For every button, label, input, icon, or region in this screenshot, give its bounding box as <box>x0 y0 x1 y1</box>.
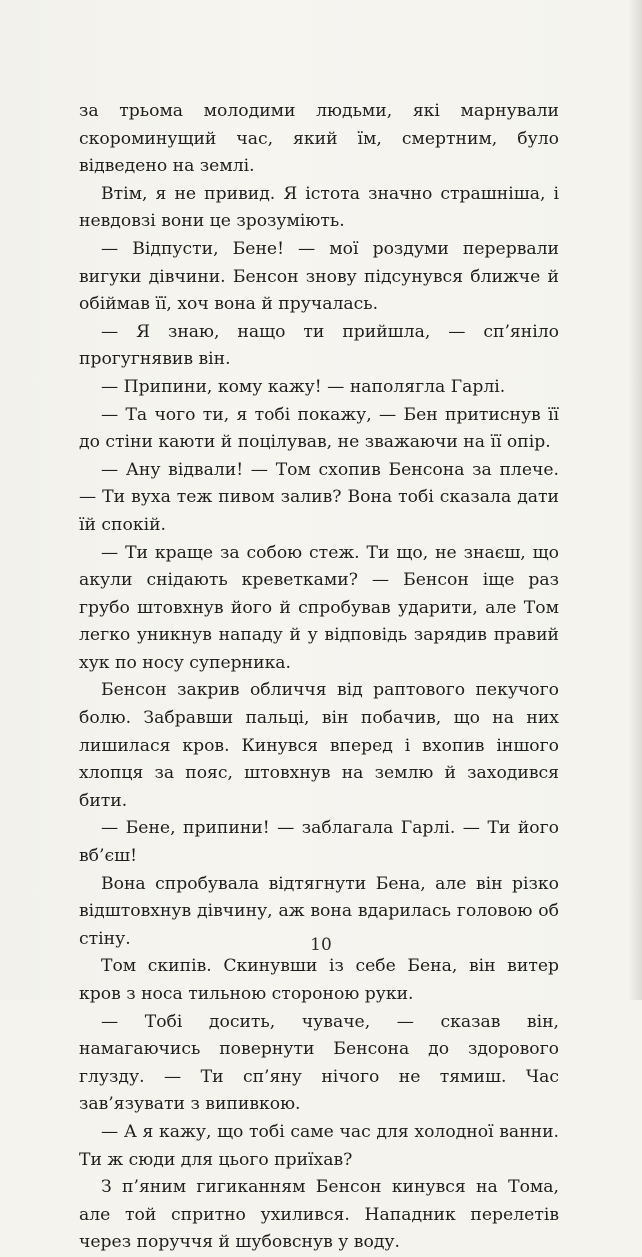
paragraph: — А я кажу, що тобі саме час для холодної ванни. Ти ж сюди для цього приїхав? <box>79 1121 559 1170</box>
paragraph: за трьома молодими людьми, які марнували скороминущий час, який їм, смертним, було відведено на землі. <box>79 101 559 177</box>
paragraph: Втім, я не привид. Я істота значно страшніша, і невдовзі вони це зрозуміють. <box>79 183 559 232</box>
paragraph: З п’яним гигиканням Бенсон кинувся на Тома, але той спритно ухилився. Нападник перелетів через поруччя й шубовснув у воду. <box>79 1177 559 1253</box>
paragraph: — Відпусти, Бене! — мої роздуми перервали вигуки дівчини. Бенсон знову підсунувся ближче й обіймав її, хоч вона й пручалась. <box>79 238 559 315</box>
paragraph: — Тобі досить, чуваче, — сказав він, намагаючись повернути Бенсона до здорового глузду. — Ти сп’яну нічого не тямиш. Час зав’язувати з випивкою. <box>79 1011 559 1115</box>
paragraph: Бенсон закрив обличчя від раптового пекучого болю. Забравши пальці, він побачив, що на них лишилася кров. Кинувся вперед і вхопив іншого хлопця за пояс, штовхнув на землю й заходився бити. <box>79 680 559 811</box>
paragraph: — Я знаю, нащо ти прийшла, — сп’яніло прогугнявив він. <box>79 321 559 370</box>
paragraph: — Ану відвали! — Том схопив Бенсона за плече. — Ти вуха теж пивом залив? Вона тобі сказала дати їй спокій. <box>79 459 559 535</box>
paragraph: Вона спробувала відтягнути Бена, але він різко відштовхнув дівчину, аж вона вдарилась головою об стіну. <box>79 873 559 949</box>
paragraph: Том скипів. Скинувши із себе Бена, він витер кров з носа тильною стороною руки. <box>79 956 559 1004</box>
paragraph: — Припини, кому кажу! — наполягла Гарлі. <box>101 376 506 397</box>
paragraph: — Та чого ти, я тобі покажу, — Бен притиснув її до стіни каюти й поцілував, не зважаючи на її опір. <box>79 404 559 453</box>
page-number: 10 <box>310 935 332 955</box>
page-edge-shadow <box>628 0 642 1000</box>
paragraph: — Бене, припини! — заблагала Гарлі. — Ти його вб’єш! <box>79 818 559 867</box>
paragraph: — Ти краще за собою стеж. Ти що, не знаєш, що акули снідають креветками? — Бенсон іще раз грубо штовхнув його й спробував ударити, але Том легко уникнув нападу й у відповідь зарядив правий хук по носу суперника. <box>79 542 559 673</box>
text-body <box>79 98 559 1257</box>
